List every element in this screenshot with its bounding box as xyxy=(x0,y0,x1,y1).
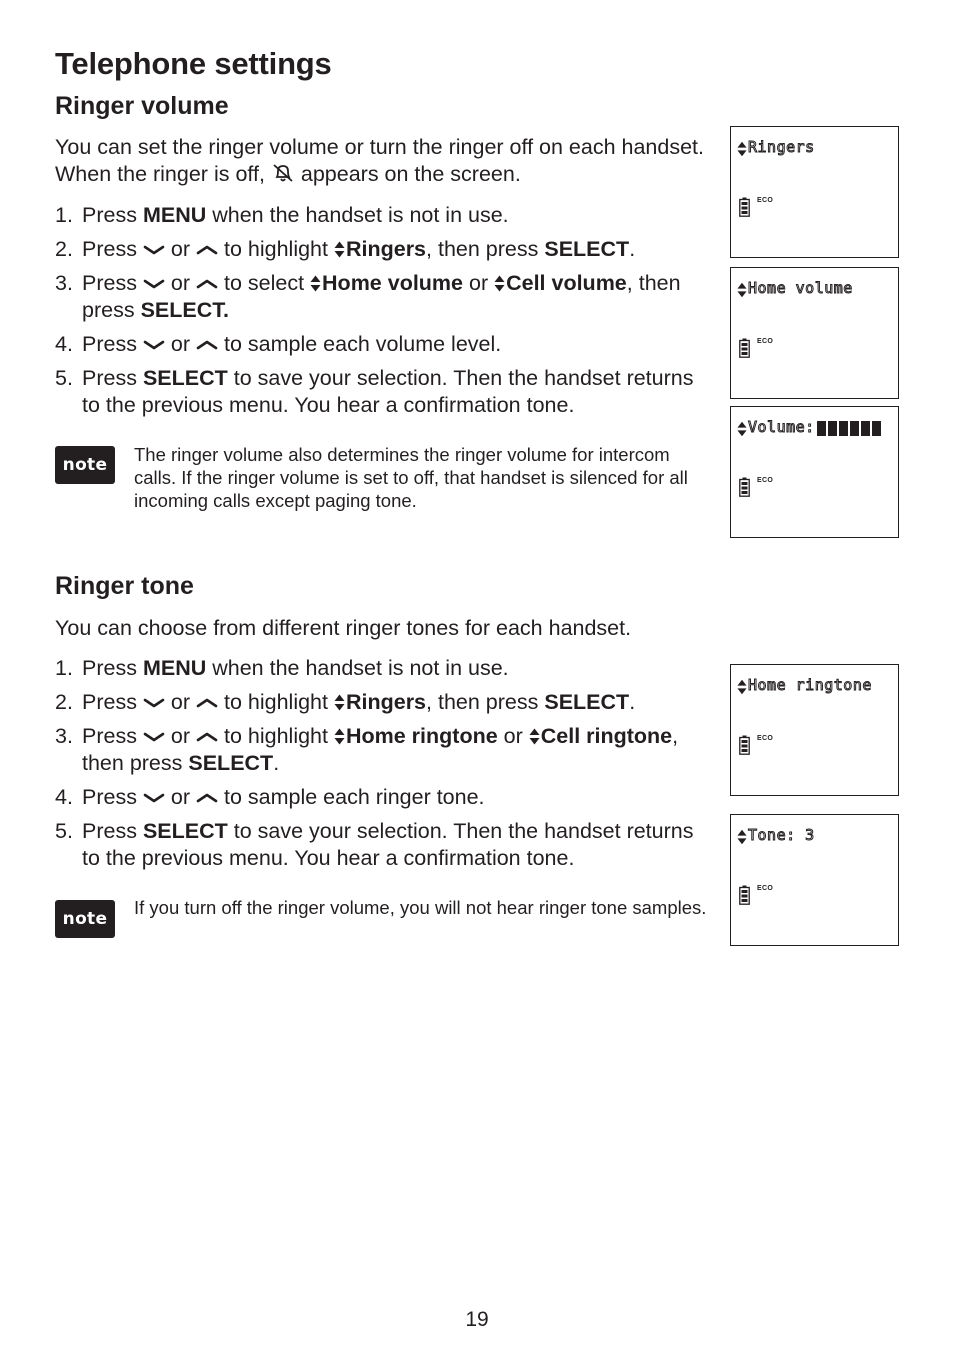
ringer-tone-intro: You can choose from different ringer tones for each handset. xyxy=(55,616,632,640)
up-down-arrows-icon xyxy=(494,275,505,292)
screen-text: Tone: 3 xyxy=(748,826,815,844)
up-down-arrows-icon xyxy=(334,728,345,745)
list-item: 3. Press or to select Home volume or Cell volume, then press SELECT. xyxy=(55,271,681,322)
screen-text: Home volume xyxy=(748,279,853,297)
battery-icon xyxy=(739,338,750,358)
lcd-screen-tone xyxy=(730,814,899,946)
volume-block xyxy=(839,421,848,436)
list-item: 3. Press or to highlight Home ringtone or Cell ringtone, then press SELECT. xyxy=(55,724,679,775)
eco-label: ECO xyxy=(757,477,774,484)
up-down-arrows-icon xyxy=(334,241,345,258)
up-arrow-icon xyxy=(196,277,218,291)
battery-icon xyxy=(739,735,750,755)
up-arrow-icon xyxy=(196,791,218,805)
volume-level-bar xyxy=(817,421,881,436)
eco-label: ECO xyxy=(757,885,774,892)
down-arrow-icon xyxy=(143,730,165,744)
note-text: The ringer volume also determines the ringer volume for intercom calls. If the ringer volume is set to off, that handset is silenced for all incoming calls except paging tone. xyxy=(134,444,688,511)
ringer-volume-intro: You can set the ringer volume or turn the ringer off on each handset. When the ringer is off, appears on the screen. xyxy=(55,135,704,186)
down-arrow-icon xyxy=(143,338,165,352)
list-item: 4. Press or to sample each volume level. xyxy=(55,332,502,356)
list-item: 5. Press SELECT to save your selection. Then the handset returns to the previous menu. You hear a confirmation tone. xyxy=(55,819,694,870)
list-item: 4. Press or to sample each ringer tone. xyxy=(55,785,485,809)
list-item: 1. Press MENU when the handset is not in use. xyxy=(55,203,509,227)
up-down-arrows-icon xyxy=(529,728,540,745)
volume-block xyxy=(872,421,881,436)
volume-block xyxy=(850,421,859,436)
battery-icon xyxy=(739,197,750,217)
lcd-screen-ringers xyxy=(730,126,899,258)
ringer-off-icon xyxy=(271,162,295,184)
ringer-tone-heading: Ringer tone xyxy=(55,572,194,600)
note-text: If you turn off the ringer volume, you will not hear ringer tone samples. xyxy=(134,897,707,918)
eco-label: ECO xyxy=(757,735,774,742)
up-arrow-icon xyxy=(196,696,218,710)
ringer-volume-steps xyxy=(55,202,715,426)
up-down-arrows-icon xyxy=(310,275,321,292)
page-number: 19 xyxy=(465,1308,489,1331)
list-item: 5. Press SELECT to save your selection. Then the handset returns to the previous menu. You hear a confirmation tone. xyxy=(55,366,694,417)
up-arrow-icon xyxy=(196,338,218,352)
up-down-arrows-icon xyxy=(334,694,345,711)
up-arrow-icon xyxy=(196,243,218,257)
screen-text: Volume: xyxy=(748,418,815,436)
screen-text: Home ringtone xyxy=(748,676,872,694)
down-arrow-icon xyxy=(143,791,165,805)
down-arrow-icon xyxy=(143,277,165,291)
note-badge: note xyxy=(55,446,115,484)
page-title: Telephone settings xyxy=(55,46,332,81)
ringer-tone-steps xyxy=(55,655,715,879)
lcd-screen-volume xyxy=(730,406,899,538)
volume-block xyxy=(828,421,837,436)
list-item: 1. Press MENU when the handset is not in use. xyxy=(55,656,509,680)
lcd-screen-home-ringtone xyxy=(730,664,899,796)
ringer-volume-heading: Ringer volume xyxy=(55,92,229,120)
screen-text: Ringers xyxy=(748,138,815,156)
battery-icon xyxy=(739,885,750,905)
volume-block xyxy=(817,421,826,436)
battery-icon xyxy=(739,477,750,497)
note-badge: note xyxy=(55,900,115,938)
lcd-screen-home-volume xyxy=(730,267,899,399)
volume-block xyxy=(861,421,870,436)
down-arrow-icon xyxy=(143,696,165,710)
down-arrow-icon xyxy=(143,243,165,257)
list-item: 2. Press or to highlight Ringers, then press SELECT. xyxy=(55,237,636,261)
up-arrow-icon xyxy=(196,730,218,744)
eco-label: ECO xyxy=(757,338,774,345)
list-item: 2. Press or to highlight Ringers, then press SELECT. xyxy=(55,690,636,714)
eco-label: ECO xyxy=(757,197,774,204)
